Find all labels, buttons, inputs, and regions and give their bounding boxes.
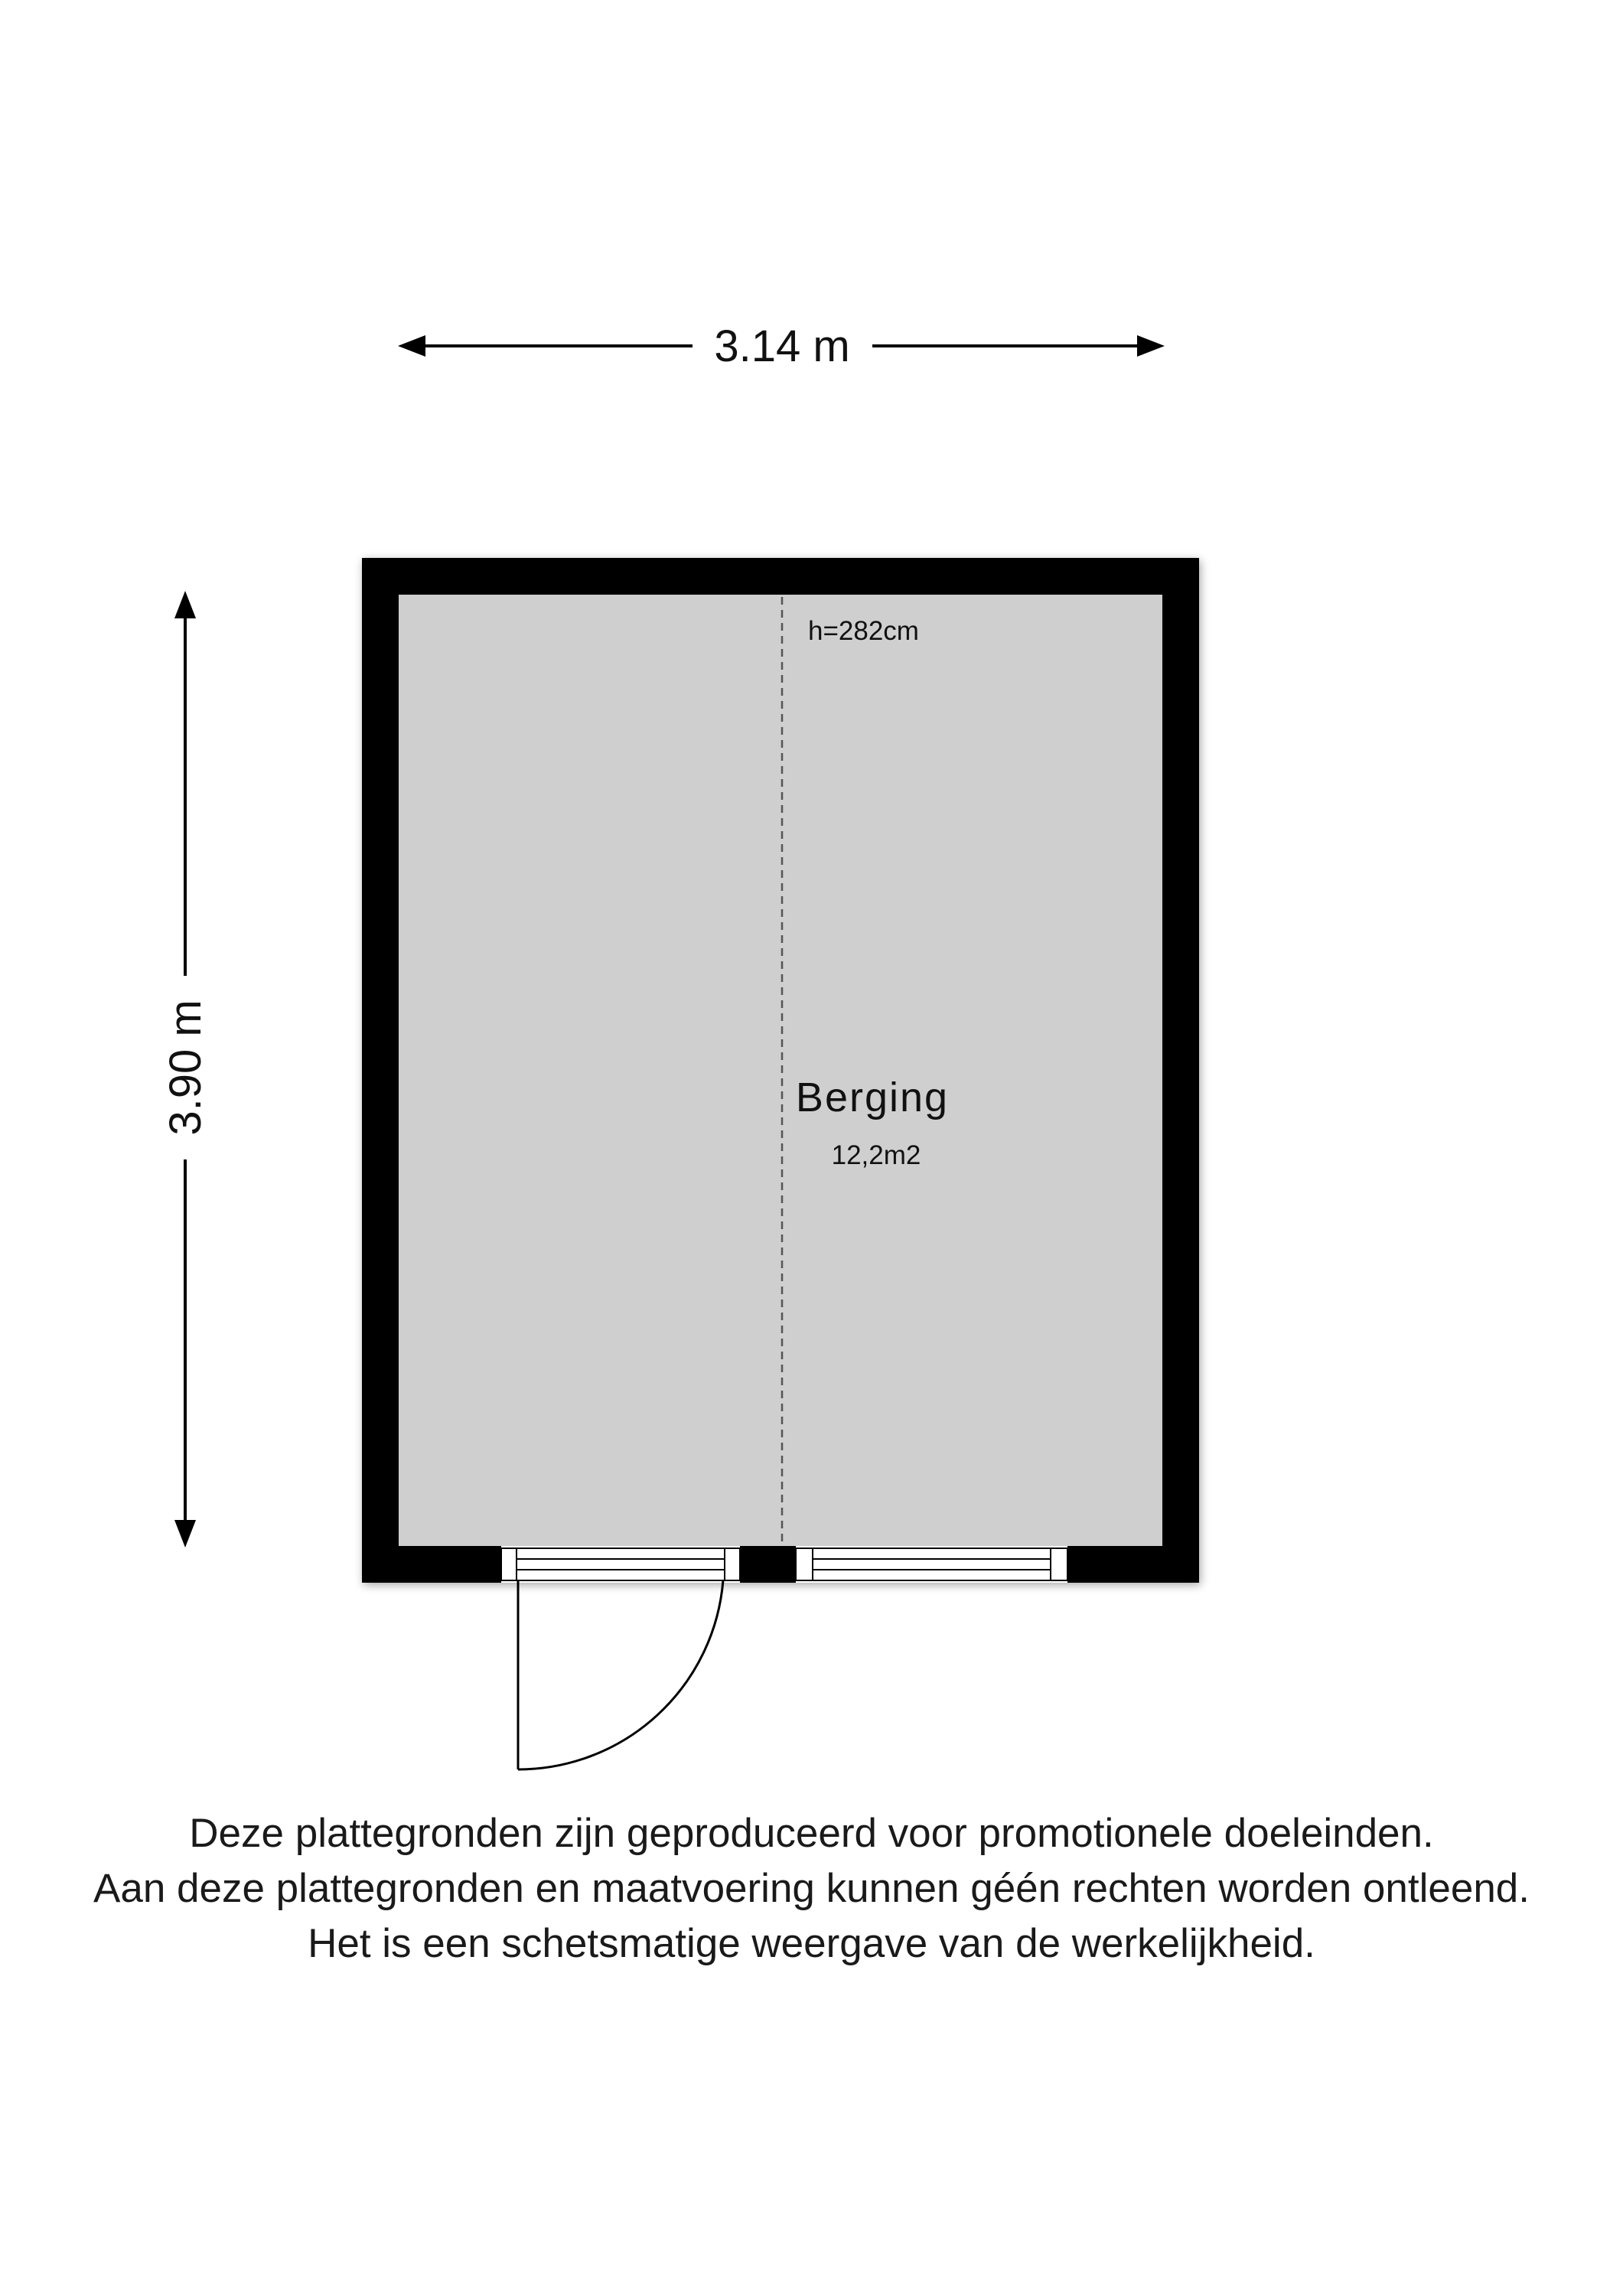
room-floor bbox=[399, 595, 1162, 1546]
height-dimension bbox=[161, 591, 210, 1548]
height-arrow-bottom-icon bbox=[174, 1520, 196, 1548]
door-frame bbox=[501, 1548, 740, 1580]
ceiling-height-label: h=282cm bbox=[808, 616, 919, 646]
disclaimer bbox=[0, 1806, 1623, 1971]
window bbox=[796, 1548, 1067, 1580]
room-berging bbox=[362, 558, 1199, 1583]
width-label: 3.14 m bbox=[714, 321, 850, 371]
room-area-label: 12,2m2 bbox=[831, 1140, 921, 1170]
room-name-label: Berging bbox=[795, 1075, 950, 1120]
width-arrow-left-icon bbox=[398, 335, 425, 357]
width-arrow-right-icon bbox=[1137, 335, 1165, 357]
door-swing-arc bbox=[518, 1580, 723, 1769]
disclaimer-line-3: Het is een schetsmatige weergave van de werkelijkheid. bbox=[308, 1921, 1315, 1966]
height-arrow-top-icon bbox=[174, 591, 196, 618]
width-dimension bbox=[398, 321, 1165, 371]
height-label: 3.90 m bbox=[161, 1000, 210, 1136]
disclaimer-line-1: Deze plattegronden zijn geproduceerd voor promotionele doeleinden. bbox=[189, 1811, 1434, 1856]
disclaimer-line-2: Aan deze plattegronden en maatvoering kunnen géén rechten worden ontleend. bbox=[93, 1866, 1530, 1911]
window-frame bbox=[796, 1548, 1067, 1580]
